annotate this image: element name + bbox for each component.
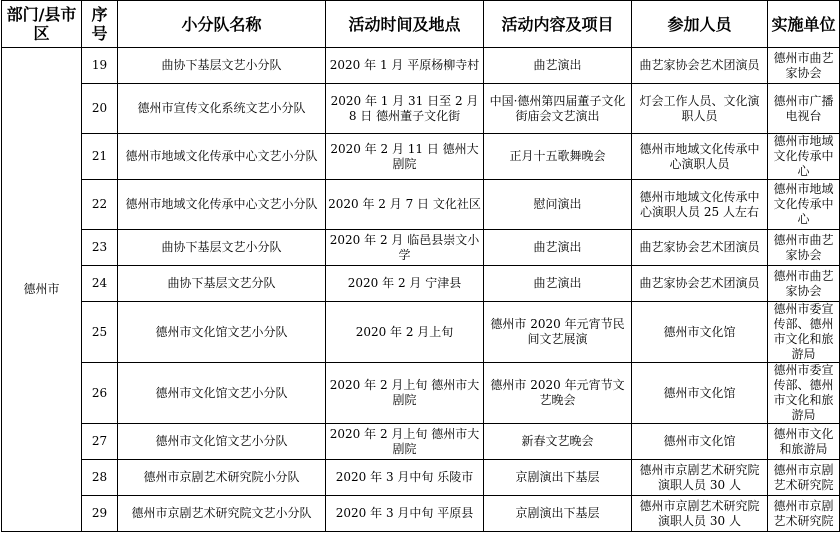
participants-cell: 灯会工作人员、文化演职人员 <box>632 84 768 134</box>
time-place-cell: 2020 年 1 月 平原杨柳寺村 <box>326 48 484 84</box>
unit-cell: 德州市京剧艺术研究院 <box>768 496 840 532</box>
row-number: 28 <box>82 460 118 496</box>
participants-cell: 德州市地域文化传承中心演职人员 25 人左右 <box>632 180 768 230</box>
activity-table <box>1 0 840 532</box>
table-row <box>2 496 840 532</box>
team-name-cell: 德州市宣传文化系统文艺小分队 <box>118 84 326 134</box>
time-place-cell: 2020 年 2 月 临邑县崇文小学 <box>326 230 484 266</box>
unit-cell: 德州市文化和旅游局 <box>768 424 840 460</box>
content-cell: 慰问演出 <box>484 180 632 230</box>
participants-cell: 德州市文化馆 <box>632 363 768 424</box>
header-department: 部门/县市区 <box>2 1 82 48</box>
unit-cell: 德州市委宣传部、德州市文化和旅游局 <box>768 302 840 363</box>
unit-cell: 德州市地域文化传承中心 <box>768 180 840 230</box>
content-cell: 新春文艺晚会 <box>484 424 632 460</box>
time-place-cell: 2020 年 2 月上旬 <box>326 302 484 363</box>
content-cell: 曲艺演出 <box>484 48 632 84</box>
row-number: 26 <box>82 363 118 424</box>
department-cell: 德州市 <box>2 48 82 532</box>
team-name-cell: 德州市京剧艺术研究院小分队 <box>118 460 326 496</box>
time-place-cell: 2020 年 1 月 31 日至 2 月 8 日 德州董子文化街 <box>326 84 484 134</box>
participants-cell: 德州市地域文化传承中心演职人员 <box>632 134 768 180</box>
content-cell: 德州市 2020 年元宵节文艺晚会 <box>484 363 632 424</box>
participants-cell: 曲艺家协会艺术团演员 <box>632 230 768 266</box>
table-row <box>2 230 840 266</box>
content-cell: 正月十五歌舞晚会 <box>484 134 632 180</box>
team-name-cell: 德州市文化馆文艺小分队 <box>118 363 326 424</box>
team-name-cell: 德州市文化馆文艺小分队 <box>118 424 326 460</box>
content-cell: 中国·德州第四届董子文化街庙会文艺演出 <box>484 84 632 134</box>
table-row <box>2 180 840 230</box>
time-place-cell: 2020 年 3 月中旬 平原县 <box>326 496 484 532</box>
table-row <box>2 424 840 460</box>
header-time-place: 活动时间及地点 <box>326 1 484 48</box>
table-row <box>2 84 840 134</box>
table-row <box>2 460 840 496</box>
table-row <box>2 48 840 84</box>
table-row <box>2 266 840 302</box>
row-number: 20 <box>82 84 118 134</box>
content-cell: 曲艺演出 <box>484 266 632 302</box>
time-place-cell: 2020 年 2 月上旬 德州市大剧院 <box>326 363 484 424</box>
participants-cell: 曲艺家协会艺术团演员 <box>632 266 768 302</box>
time-place-cell: 2020 年 2 月上旬 德州市大剧院 <box>326 424 484 460</box>
team-name-cell: 曲协下基层文艺小分队 <box>118 230 326 266</box>
row-number: 25 <box>82 302 118 363</box>
content-cell: 京剧演出下基层 <box>484 496 632 532</box>
unit-cell: 德州市曲艺家协会 <box>768 230 840 266</box>
time-place-cell: 2020 年 3 月中旬 乐陵市 <box>326 460 484 496</box>
header-participants: 参加人员 <box>632 1 768 48</box>
header-content: 活动内容及项目 <box>484 1 632 48</box>
team-name-cell: 曲协下基层文艺小分队 <box>118 48 326 84</box>
unit-cell: 德州市曲艺家协会 <box>768 48 840 84</box>
time-place-cell: 2020 年 2 月 7 日 文化社区 <box>326 180 484 230</box>
content-cell: 曲艺演出 <box>484 230 632 266</box>
row-number: 23 <box>82 230 118 266</box>
header-unit: 实施单位 <box>768 1 840 48</box>
participants-cell: 德州市文化馆 <box>632 424 768 460</box>
row-number: 21 <box>82 134 118 180</box>
unit-cell: 德州市曲艺家协会 <box>768 266 840 302</box>
table-body <box>2 48 840 532</box>
team-name-cell: 德州市地域文化传承中心文艺小分队 <box>118 180 326 230</box>
participants-cell: 德州市京剧艺术研究院演职人员 30 人 <box>632 460 768 496</box>
time-place-cell: 2020 年 2 月 宁津县 <box>326 266 484 302</box>
header-team-name: 小分队名称 <box>118 1 326 48</box>
participants-cell: 德州市文化馆 <box>632 302 768 363</box>
content-cell: 德州市 2020 年元宵节民间文艺展演 <box>484 302 632 363</box>
team-name-cell: 德州市地域文化传承中心文艺小分队 <box>118 134 326 180</box>
table-header-row <box>2 1 840 48</box>
participants-cell: 曲艺家协会艺术团演员 <box>632 48 768 84</box>
team-name-cell: 曲协下基层文艺分队 <box>118 266 326 302</box>
table-row <box>2 302 840 363</box>
header-number: 序号 <box>82 1 118 48</box>
team-name-cell: 德州市京剧艺术研究院文艺小分队 <box>118 496 326 532</box>
row-number: 24 <box>82 266 118 302</box>
table-row <box>2 134 840 180</box>
row-number: 19 <box>82 48 118 84</box>
unit-cell: 德州市广播电视台 <box>768 84 840 134</box>
time-place-cell: 2020 年 2 月 11 日 德州大剧院 <box>326 134 484 180</box>
row-number: 22 <box>82 180 118 230</box>
content-cell: 京剧演出下基层 <box>484 460 632 496</box>
table-row <box>2 363 840 424</box>
team-name-cell: 德州市文化馆文艺小分队 <box>118 302 326 363</box>
unit-cell: 德州市地域文化传承中心 <box>768 134 840 180</box>
row-number: 27 <box>82 424 118 460</box>
unit-cell: 德州市委宣传部、德州市文化和旅游局 <box>768 363 840 424</box>
participants-cell: 德州市京剧艺术研究院演职人员 30 人 <box>632 496 768 532</box>
row-number: 29 <box>82 496 118 532</box>
unit-cell: 德州市京剧艺术研究院 <box>768 460 840 496</box>
